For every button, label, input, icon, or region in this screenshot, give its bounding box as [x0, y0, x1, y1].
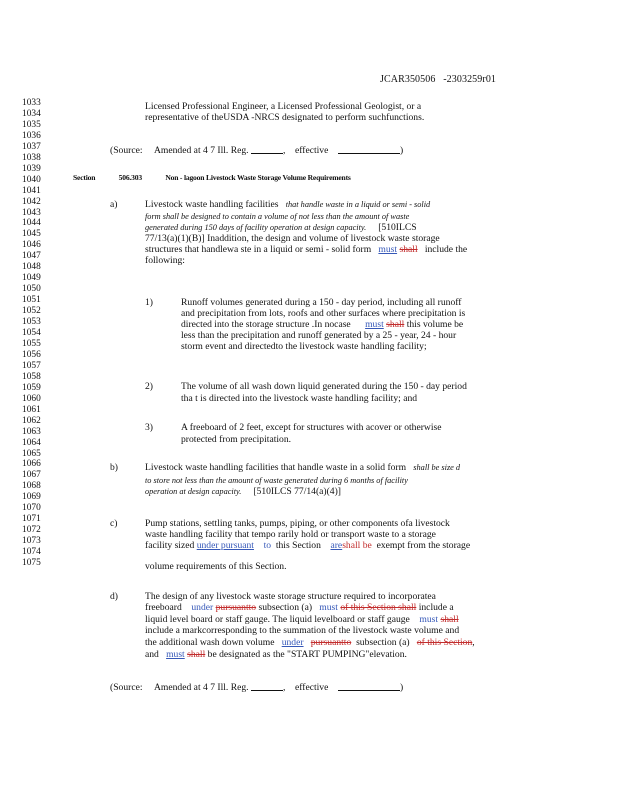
para-d-label: d) — [110, 591, 118, 602]
line-number: 1045 — [22, 229, 41, 240]
inserted-text: under — [191, 602, 214, 613]
line-number: 1065 — [22, 448, 41, 459]
register-blank — [251, 145, 283, 154]
para-a-line-3: generated during 150 days of facility operation at design capacity. [510ILCS — [145, 222, 417, 233]
line-number: 1043 — [22, 207, 41, 218]
para-a-line-6: following: — [145, 255, 185, 266]
line-number: 1073 — [22, 536, 41, 547]
line-number: 1066 — [22, 459, 41, 470]
item-3-line-2: protected from precipitation. — [181, 434, 292, 445]
line-number: 1039 — [22, 163, 41, 174]
line-number: 1067 — [22, 470, 41, 481]
line-number: 1033 — [22, 98, 41, 108]
deleted-text: shall — [399, 244, 418, 255]
inserted-text: under — [281, 637, 304, 648]
line-number: 1052 — [22, 306, 41, 317]
line-number: 1060 — [22, 393, 41, 404]
deleted-text: be — [362, 540, 372, 551]
line-number: 1034 — [22, 108, 41, 119]
line-number: 1074 — [22, 547, 41, 558]
line-number: 1059 — [22, 382, 41, 393]
para-c-line-2: waste handling facility that tempo rarily hold or transport waste to a storage — [145, 529, 436, 540]
line-number: 1063 — [22, 426, 41, 437]
line-number: 1064 — [22, 437, 41, 448]
para-a-line-2: form shall be designed to contain a volume of not less than the amount of waste — [145, 212, 410, 221]
para-c-line-3: facility sized under pursuant to this Section areshall be exempt from the storage — [145, 540, 471, 551]
item-2-line-1: The volume of all wash down liquid generated during the 150 - day period — [181, 381, 467, 392]
intro-line-2: representative of theUSDA -NRCS designated to perform suchfunctions. — [145, 112, 425, 123]
item-3-label: 3) — [145, 422, 153, 433]
para-a-line-5: structures that handlewa ste in a liquid or semi - solid form must shall include the — [145, 244, 468, 255]
effective-text: effective — [294, 682, 329, 693]
effective-date-blank — [338, 145, 400, 154]
para-a-line-4: 77/13(a)(1)(B)] Inaddition, the design and volume of livestock waste storage — [145, 233, 440, 244]
inserted-text: must — [166, 649, 185, 660]
para-c-label: c) — [110, 518, 118, 529]
item-2-label: 2) — [145, 381, 153, 392]
intro-line-1: Licensed Professional Engineer, a Licensed Professional Geologist, or a — [145, 101, 422, 112]
item-1-line-4: less than the precipitation and runoff generated by a 25 - year, 24 - hour — [181, 330, 457, 341]
inserted-text: must — [419, 614, 439, 625]
line-number: 1044 — [22, 218, 41, 229]
deleted-text: shall — [440, 614, 459, 625]
line-number: 1054 — [22, 328, 41, 339]
deleted-text: shall — [187, 649, 206, 660]
effective-text: effective — [294, 145, 329, 156]
source-label: (Source: — [110, 682, 143, 693]
line-number: 1053 — [22, 317, 41, 328]
deleted-text: shall — [342, 540, 361, 551]
line-number: 1050 — [22, 284, 41, 295]
para-a-label: a) — [110, 199, 118, 210]
line-number: 1072 — [22, 525, 41, 536]
line-number: 1047 — [22, 251, 41, 262]
para-b-line-2: to store not less than the amount of waste generated during 6 months of facility — [145, 476, 408, 485]
line-number-gutter — [22, 98, 62, 569]
deleted-text: pursuantto — [310, 637, 352, 648]
section-heading — [73, 172, 351, 183]
para-d-line-2: freeboard under pursuantto subsection (a) must of this Section shall include a — [145, 602, 454, 613]
line-number: 1048 — [22, 262, 41, 273]
para-d-line-1: The design of any livestock waste storage structure required to incorporatea — [145, 591, 436, 602]
inserted-text: must — [378, 244, 398, 255]
deleted-text: pursuantto — [215, 602, 257, 613]
line-number: 1068 — [22, 481, 41, 492]
line-number: 1038 — [22, 152, 41, 163]
section-number: 506.303 — [118, 173, 142, 182]
section-title: Non - lagoon Livestock Waste Storage Volume Requirements — [165, 173, 351, 182]
item-2-line-2: tha t is directed into the livestock waste handling facility; and — [181, 393, 418, 404]
deleted-text: of this Section — [416, 637, 473, 648]
item-3-line-1: A freeboard of 2 feet, except for structures with acover or otherwise — [181, 422, 442, 433]
line-number: 1062 — [22, 415, 41, 426]
inserted-text: must — [319, 602, 338, 613]
line-number: 1035 — [22, 119, 41, 130]
line-number: 1057 — [22, 360, 41, 371]
line-number: 1055 — [22, 338, 41, 349]
amended-text: Amended at 4 7 Ill. Reg. — [153, 145, 249, 156]
item-1-line-3: directed into the storage structure .In nocase must shall this volume be — [181, 319, 464, 330]
inserted-text: to — [263, 540, 272, 551]
line-number: 1056 — [22, 349, 41, 360]
inserted-text: under pursuant — [196, 540, 254, 551]
source-note-2: (Source: Amended at 4 7 Ill. Reg. , effective ) — [110, 682, 404, 693]
register-blank — [251, 682, 283, 691]
line-number: 1058 — [22, 371, 41, 382]
line-number: 1051 — [22, 295, 41, 306]
line-number: 1042 — [22, 196, 41, 207]
line-number: 1069 — [22, 492, 41, 503]
amended-text: Amended at 4 7 Ill. Reg. — [153, 682, 249, 693]
document-id-header: JCAR350506 -2303259r01 — [380, 74, 497, 85]
deleted-text: shall — [386, 319, 405, 330]
line-number: 1046 — [22, 240, 41, 251]
para-b-line-1: Livestock waste handling facilities that handle waste in a solid form shall be size d — [145, 462, 461, 473]
inserted-text: must — [365, 319, 384, 330]
para-d-line-5: the additional wash down volume under pursuantto subsection (a) of this Section, — [145, 637, 475, 648]
para-b-label: b) — [110, 462, 118, 473]
line-number: 1061 — [22, 404, 41, 415]
item-1-line-2: and precipitation from lots, roofs and other surfaces where precipitation is — [181, 308, 466, 319]
line-number: 1040 — [22, 174, 41, 185]
line-number: 1071 — [22, 514, 41, 525]
line-number: 1049 — [22, 273, 41, 284]
line-number: 1041 — [22, 185, 41, 196]
para-b-line-3: operation at design capacity. [510ILCS 77/14(a)(4)] — [145, 486, 341, 497]
para-c-line-1: Pump stations, settling tanks, pumps, piping, or other components ofa livestock — [145, 518, 450, 529]
para-c-line-4: volume requirements of this Section. — [145, 561, 287, 572]
section-word: Section — [73, 173, 96, 182]
para-d-line-6: and must shall be designated as the "START PUMPING"elevation. — [145, 649, 407, 660]
para-a-line-1: Livestock waste handling facilities that handle waste in a liquid or semi - solid — [145, 199, 431, 210]
item-1-line-5: storm event and directedto the livestock waste handling facility; — [181, 341, 427, 352]
item-1-label: 1) — [145, 297, 153, 308]
item-1-line-1: Runoff volumes generated during a 150 - day period, including all runoff — [181, 297, 462, 308]
line-number: 1070 — [22, 503, 41, 514]
line-number: 1037 — [22, 141, 41, 152]
line-number: 1075 — [22, 558, 41, 569]
deleted-text: of this Section shall — [340, 602, 417, 613]
para-d-line-3: liquid level board or staff gauge. The liquid levelboard or staff gauge must shall — [145, 614, 459, 625]
source-note-1: (Source: Amended at 4 7 Ill. Reg. , effective ) — [110, 145, 404, 156]
source-label: (Source: — [110, 145, 143, 156]
para-d-line-4: include a markcorresponding to the summation of the livestock waste volume and — [145, 625, 460, 636]
line-number: 1036 — [22, 130, 41, 141]
effective-date-blank — [338, 682, 400, 691]
inserted-text: are — [330, 540, 343, 551]
